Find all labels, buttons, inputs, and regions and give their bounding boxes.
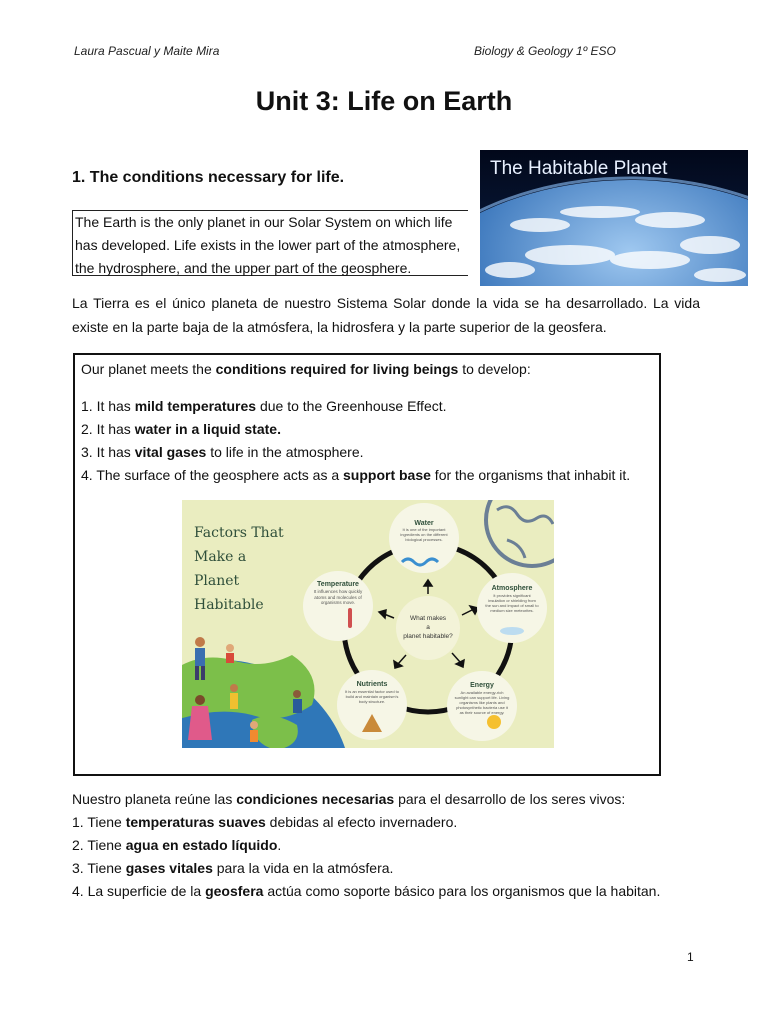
center-question-line: What makes <box>409 615 447 622</box>
spanish-text: 2. Tiene <box>72 837 126 853</box>
condition-text: 3. It has <box>81 444 135 460</box>
node-water <box>389 503 459 573</box>
spanish-item <box>72 834 660 857</box>
spanish-item <box>72 857 660 880</box>
node-text: It provides significant insulation or shielding from the sun and impact of small to medium size meteorites. <box>485 593 539 613</box>
spanish-conditions-list <box>72 788 660 903</box>
diagram-heading-line: Habitable <box>194 597 264 613</box>
node-text: It is one of the important ingredients on the different biological processes. <box>400 527 448 542</box>
diagram-heading-line: Planet <box>194 573 240 589</box>
condition-text: 4. The surface of the geosphere acts as a <box>81 467 344 483</box>
spanish-intro-paragraph: La Tierra es el único planeta de nuestro Sistema Solar donde la vida se ha desarrollado. La vida existe en la parte baja de la atmósfera, la hidrosfera y la parte superior de la geosfera. <box>72 295 700 335</box>
condition-bold: mild temperatures <box>134 398 257 414</box>
condition-item <box>81 464 630 487</box>
cloud-icon <box>500 627 524 635</box>
habitable-planet-image <box>480 150 748 286</box>
center-question-line: a <box>426 624 430 631</box>
node-temperature <box>303 571 373 641</box>
condition-item <box>81 441 630 464</box>
conditions-box <box>73 353 661 776</box>
condition-bold: water in a liquid state. <box>134 421 281 437</box>
english-intro-box <box>72 210 468 276</box>
header-course: Biology & Geology 1º ESO <box>474 44 616 58</box>
spanish-text: para la vida en la atmósfera. <box>212 860 394 876</box>
page-title: Unit 3: Life on Earth <box>255 86 513 116</box>
node-text: An available energy-rich sunlight can support life. Living organisms like plants and photosynthetic bacteria use it as their source of energy. <box>454 690 510 715</box>
node-atmosphere <box>477 573 547 643</box>
english-intro-line: has developed. Life exists in the lower part of the atmosphere, <box>75 237 461 253</box>
thermometer-icon <box>348 608 352 628</box>
spanish-text: 1. Tiene <box>72 814 126 830</box>
condition-text: to life in the atmosphere. <box>206 444 364 460</box>
sun-icon <box>487 715 501 729</box>
node-text: It influences how quickly atoms and molecules of organisms move. <box>313 589 363 605</box>
condition-item <box>81 395 630 418</box>
habitable-factors-diagram <box>182 500 554 748</box>
center-question-line: planet habitable? <box>403 633 453 640</box>
condition-text: for the organisms that inhabit it. <box>430 467 631 483</box>
spanish-text: para el desarrollo de los seres vivos: <box>394 791 626 807</box>
spanish-bold: condiciones necesarias <box>236 791 395 807</box>
condition-text: due to the Greenhouse Effect. <box>256 398 447 414</box>
diagram-heading-line: Factors That <box>194 525 284 541</box>
node-nutrients <box>337 670 407 740</box>
node-title: Atmosphere <box>491 585 533 592</box>
spanish-item <box>72 880 660 903</box>
spanish-text: 3. Tiene <box>72 860 126 876</box>
conditions-list <box>81 395 630 487</box>
condition-bold: vital gases <box>134 444 207 460</box>
conditions-lead-bold: conditions required for living beings <box>215 361 459 377</box>
conditions-lead-text: to develop: <box>458 361 531 377</box>
header-authors: Laura Pascual y Maite Mira <box>74 44 220 58</box>
spanish-bold: geosfera <box>205 883 264 899</box>
spanish-bold: agua en estado líquido <box>125 837 278 853</box>
spanish-text: . <box>277 837 282 853</box>
condition-item <box>81 418 630 441</box>
section-heading: 1. The conditions necessary for life. <box>72 169 345 186</box>
english-intro-line: the hydrosphere, and the upper part of the geosphere. <box>75 260 412 276</box>
node-title: Nutrients <box>356 681 388 688</box>
spanish-text: debidas al efecto invernadero. <box>265 814 458 830</box>
node-title: Water <box>414 520 434 527</box>
conditions-lead <box>81 361 531 377</box>
condition-text: 2. It has <box>81 421 135 437</box>
factors-infographic <box>182 500 554 748</box>
condition-text: 1. It has <box>81 398 135 414</box>
spanish-lead <box>72 788 660 811</box>
english-intro-line: The Earth is the only planet in our Solar System on which life <box>75 214 453 230</box>
spanish-text: actúa como soporte básico para los organismos que la habitan. <box>263 883 661 899</box>
conditions-lead-text: Our planet meets the <box>81 361 216 377</box>
spanish-item <box>72 811 660 834</box>
node-title: Temperature <box>317 581 359 588</box>
spanish-text: Nuestro planeta reúne las <box>72 791 237 807</box>
node-title: Energy <box>470 682 494 689</box>
spanish-bold: temperaturas suaves <box>125 814 266 830</box>
habitable-planet-caption: The Habitable Planet <box>490 158 668 179</box>
node-energy <box>447 671 517 741</box>
page-number: 1 <box>687 950 694 964</box>
spanish-bold: gases vitales <box>125 860 213 876</box>
node-text: It is an essential factor used to build and maintain organism's body structure. <box>344 689 400 704</box>
condition-bold: support base <box>343 467 431 483</box>
diagram-heading-line: Make a <box>194 549 247 565</box>
spanish-text: 4. La superficie de la <box>72 883 206 899</box>
